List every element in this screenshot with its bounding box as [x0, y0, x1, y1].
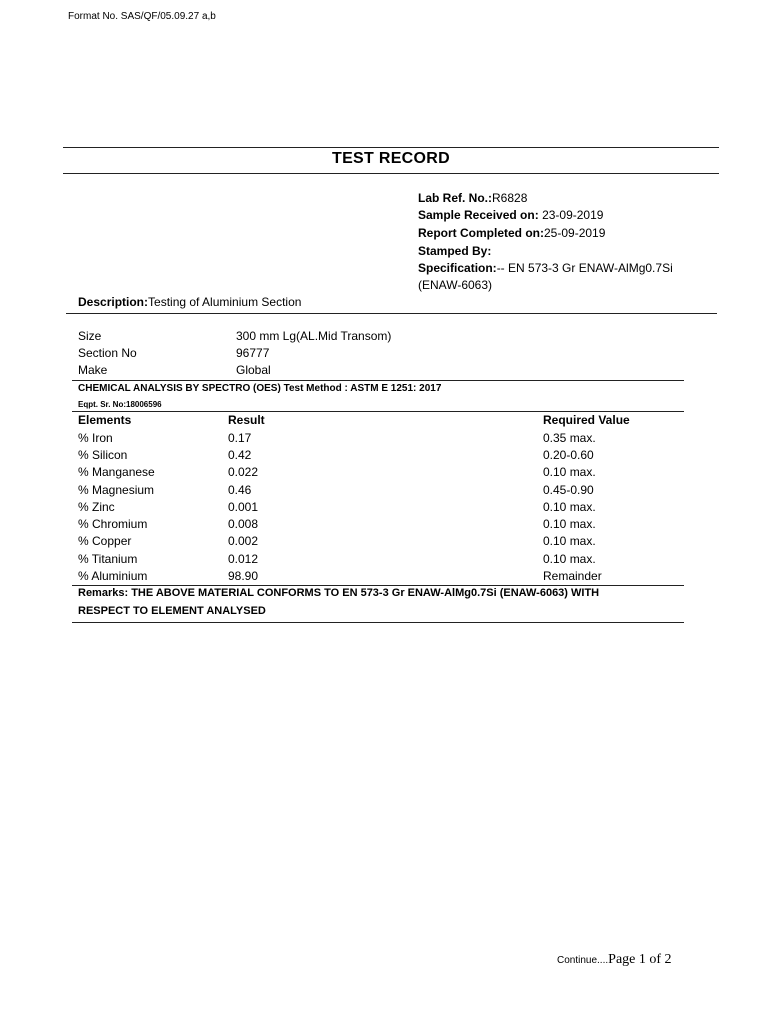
equipment-number: Eqpt. Sr. No:18006596 — [78, 400, 162, 409]
table-row-element: % Copper — [78, 534, 132, 548]
specification-value-line2: (ENAW-6063) — [418, 278, 493, 292]
specification — [418, 261, 673, 275]
table-row-element: % Aluminium — [78, 569, 148, 583]
title-top-rule — [63, 147, 719, 148]
table-row-required: Remainder — [543, 569, 602, 583]
table-row-result: 0.001 — [228, 500, 259, 514]
detail-value-size: 300 mm Lg(AL.Mid Transom) — [236, 329, 392, 343]
report-completed-value: 25-09-2019 — [544, 226, 606, 240]
detail-label-size: Size — [78, 329, 102, 343]
column-header-result: Result — [228, 413, 265, 427]
table-row-result: 0.012 — [228, 552, 259, 566]
table-row-result: 0.46 — [228, 483, 252, 497]
column-header-required: Required Value — [543, 413, 630, 427]
table-row-result: 0.42 — [228, 448, 252, 462]
table-row-required: 0.10 max. — [543, 534, 596, 548]
lab-ref-value: R6828 — [492, 191, 528, 205]
table-row-result: 0.002 — [228, 534, 259, 548]
table-row-result: 0.022 — [228, 465, 259, 479]
remarks-line1: Remarks: THE ABOVE MATERIAL CONFORMS TO EN 573-3 Gr ENAW-AlMg0.7Si (ENAW-6063) WITH — [78, 587, 600, 599]
table-row-element: % Titanium — [78, 552, 138, 566]
remarks-bottom-rule — [72, 622, 684, 623]
analysis-heading: CHEMICAL ANALYSIS BY SPECTRO (OES) Test Method : ASTM E 1251: 2017 — [78, 383, 442, 394]
detail-value-make: Global — [236, 363, 271, 377]
description-rule — [66, 313, 717, 314]
specification-value: -- EN 573-3 Gr ENAW-AlMg0.7Si — [496, 261, 673, 275]
table-row-required: 0.10 max. — [543, 465, 596, 479]
analysis-top-rule — [72, 380, 684, 381]
table-row-required: 0.35 max. — [543, 431, 596, 445]
format-number: Format No. SAS/QF/05.09.27 a,b — [68, 11, 216, 22]
table-row-result: 0.17 — [228, 431, 252, 445]
table-row-required: 0.10 max. — [543, 552, 596, 566]
remarks-top-rule — [72, 585, 684, 586]
detail-value-section: 96777 — [236, 346, 270, 360]
table-row-element: % Manganese — [78, 465, 155, 479]
table-row-element: % Magnesium — [78, 483, 155, 497]
continue-text: Continue.... — [557, 955, 609, 966]
detail-label-make: Make — [78, 363, 108, 377]
description-value: Testing of Aluminium Section — [148, 295, 302, 309]
table-row-required: 0.20-0.60 — [543, 448, 594, 462]
table-row-result: 0.008 — [228, 517, 259, 531]
lab-ref-label: Lab Ref. No.: — [418, 191, 492, 205]
description — [78, 295, 301, 309]
column-header-elements: Elements — [78, 413, 132, 427]
report-completed — [418, 226, 605, 240]
table-row-required: 0.45-0.90 — [543, 483, 594, 497]
page-number: Page 1 of 2 — [608, 952, 672, 967]
report-completed-label: Report Completed on: — [418, 226, 544, 240]
table-row-result: 98.90 — [228, 569, 259, 583]
description-label: Description: — [78, 295, 149, 309]
sample-received — [418, 208, 603, 222]
detail-label-section: Section No — [78, 346, 137, 360]
specification-label: Specification: — [418, 261, 497, 275]
title-bottom-rule — [63, 173, 719, 174]
stamped-by-label: Stamped By: — [418, 244, 492, 258]
table-row-required: 0.10 max. — [543, 517, 596, 531]
table-row-element: % Silicon — [78, 448, 128, 462]
table-row-element: % Iron — [78, 431, 113, 445]
table-row-element: % Chromium — [78, 517, 148, 531]
page-footer — [557, 950, 672, 968]
page-title: TEST RECORD — [332, 150, 450, 167]
table-row-element: % Zinc — [78, 500, 115, 514]
lab-ref — [418, 191, 527, 205]
sample-received-value: 23-09-2019 — [542, 208, 604, 222]
table-row-required: 0.10 max. — [543, 500, 596, 514]
sample-received-label: Sample Received on: — [418, 208, 539, 222]
remarks-line2: RESPECT TO ELEMENT ANALYSED — [78, 605, 266, 617]
analysis-header-rule — [72, 411, 684, 412]
